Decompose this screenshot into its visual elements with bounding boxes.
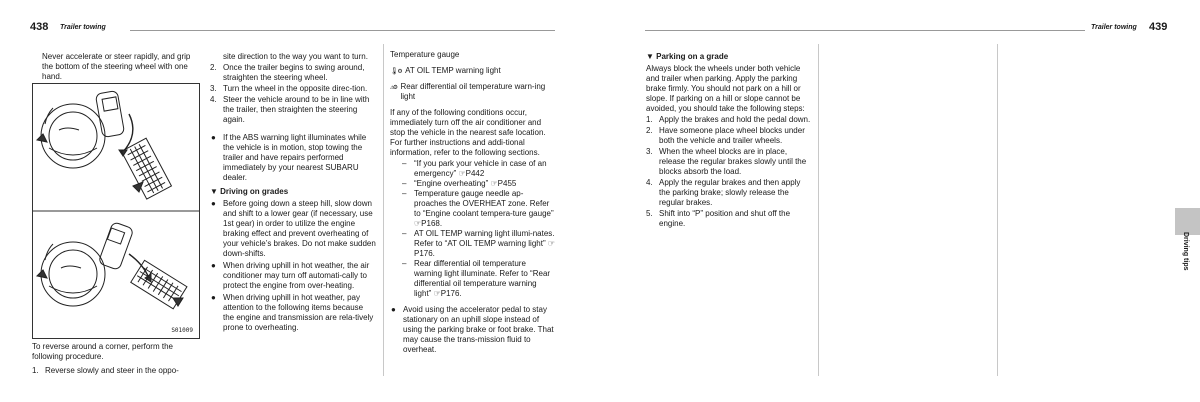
gauge-item-text: AT OIL TEMP warning light: [405, 66, 501, 75]
at-oil-temp-item: [390, 66, 556, 76]
driving-on-grades-heading: ▼ Driving on grades: [210, 187, 289, 196]
step-number: 5.: [646, 209, 653, 218]
dash-text: Temperature gauge needle ap-proaches the OVERHEAT zone. Refer to “Engine coolant tempera-ture gauge” ☞P168.: [414, 189, 554, 228]
dash-text: Rear differential oil temperature warning light illuminate. Refer to “Rear differential oil temperature warning light” ☞P176.: [414, 259, 551, 298]
dash-text: “Engine overheating” ☞P455: [414, 179, 517, 188]
reverse-step-4: [210, 95, 376, 125]
step-text: Steer the vehicle around to be in line with the trailer, then straighten the steering again.: [223, 95, 370, 124]
right-col-1: [646, 52, 812, 229]
step-1-continued: site direction to the way you want to turn.: [223, 52, 368, 61]
dash-item-2: – “Engine overheating” ☞P455: [402, 179, 517, 188]
step-text: Apply the brakes and hold the pedal down.: [659, 115, 811, 124]
dash-text: “If you park your vehicle in case of an emergency” ☞P442: [414, 159, 547, 178]
step-text: Turn the wheel in the opposite direc-tion.: [223, 84, 368, 93]
step-number: 1.: [646, 115, 653, 124]
step-number: 3.: [646, 147, 653, 156]
reverse-step-2: [210, 63, 376, 83]
abs-bullet: [210, 133, 376, 183]
dash-item-5: – Rear differential oil temperature warning light illuminate. Refer to “Rear differential oil temperature warning light” ☞P176.: [402, 259, 551, 298]
reverse-step-1: [32, 366, 198, 376]
column-divider: [818, 44, 819, 376]
left-col-1: [42, 52, 198, 82]
parking-step-5: [646, 209, 812, 229]
step-number: 4.: [210, 95, 217, 104]
step-number: 2.: [646, 126, 653, 135]
temperature-gauge-title: Temperature gauge: [390, 50, 460, 59]
dash-item-3: – Temperature gauge needle ap-proaches the OVERHEAT zone. Refer to “Engine coolant tempera-ture gauge” ☞P168.: [402, 189, 554, 228]
intro-paragraph: Never accelerate or steer rapidly, and grip the bottom of the steering wheel with one hand.: [42, 52, 191, 81]
section-side-tab: [1175, 208, 1200, 235]
parking-intro: Always block the wheels under both vehicle and trailer when parking. Apply the parking brake firmly. You should not park on a hill or slope. If parking on a hill or slope cannot be avoided, you should take the following steps:: [646, 64, 805, 113]
at-oil-temp-icon: 🌡⚙: [390, 67, 402, 75]
bullet-text: If the ABS warning light illuminates while the vehicle is in motion, stop towing the trailer and have repairs performed immediately by your nearest SUBARU dealer.: [223, 133, 367, 182]
rear-differential-temp-icon: ⚠⚙: [390, 83, 397, 91]
column-divider: [997, 44, 998, 376]
bullet-dot: ●: [211, 293, 216, 302]
left-page-number: 438: [30, 21, 49, 33]
bullet-text: Avoid using the accelerator pedal to stay stationary on an uphill slope instead of using the parking brake or foot brake. That may cause the trans-mission fluid to overheat.: [403, 305, 554, 354]
step-number: 4.: [646, 178, 653, 187]
parking-step-3: [646, 147, 812, 177]
step-text: Reverse slowly and steer in the oppo-: [45, 366, 179, 375]
conditions-paragraph: If any of the following conditions occur, immediately turn off the air conditioner and stop the vehicle in the nearest safe location. For further instructions and addi-tional information, refer to the following sections.: [390, 108, 546, 157]
left-running-title: Trailer towing: [60, 24, 106, 31]
right-page-number: 439: [1149, 21, 1168, 33]
bullet-dot: ●: [211, 261, 216, 270]
steering-illustration: [32, 83, 200, 339]
right-header-rule: [645, 30, 1085, 31]
parking-on-grade-heading: ▼ Parking on a grade: [646, 52, 729, 61]
dash-item-4: – AT OIL TEMP warning light illumi-nates. Refer to “AT OIL TEMP warning light” ☞P176.: [402, 229, 555, 258]
figure-code: S01009: [171, 327, 193, 334]
dash-text: AT OIL TEMP warning light illumi-nates. Refer to “AT OIL TEMP warning light” ☞P176.: [414, 229, 555, 258]
left-col-1-bottom: [32, 342, 198, 376]
reverse-intro: To reverse around a corner, perform the following procedure.: [32, 342, 173, 361]
step-text: Once the trailer begins to swing around, straighten the steering wheel.: [223, 63, 365, 82]
left-header-rule: [130, 30, 555, 31]
parking-step-4: [646, 178, 812, 208]
grades-bullet-3: [210, 293, 376, 333]
accelerator-bullet: [390, 305, 556, 355]
grades-bullet-1: [210, 199, 376, 259]
bullet-dot: ●: [391, 305, 396, 314]
rear-diff-temp-item: [390, 82, 556, 102]
gauge-item-text: Rear differential oil temperature warn-ing light: [400, 82, 546, 101]
grades-bullet-2: [210, 261, 376, 291]
dash-item-1: – “If you park your vehicle in case of an emergency” ☞P442: [402, 159, 547, 178]
column-divider: [383, 44, 384, 376]
bullet-dot: ●: [211, 199, 216, 208]
bullet-text: Before going down a steep hill, slow down and shift to a lower gear (if necessary, use 1st gear) in order to utilize the engine braking effect and prevent overheating of your vehicle’s brakes. Do not make sudden down-shifts.: [223, 199, 376, 258]
bullet-text: When driving uphill in hot weather, the air conditioner may turn off automati-cally to protect the engine from over-heating.: [223, 261, 370, 290]
section-side-label: Driving tips: [1182, 232, 1189, 271]
step-number: 1.: [32, 366, 39, 375]
reverse-step-3: [210, 84, 376, 94]
step-number: 2.: [210, 63, 217, 72]
bullet-text: When driving uphill in hot weather, pay attention to the following items because the engine and transmission are rela-tively prone to overheating.: [223, 293, 374, 332]
step-text: Apply the regular brakes and then apply the parking brake; slowly release the regular brakes.: [659, 178, 801, 207]
left-col-3: [390, 50, 556, 355]
step-text: Have someone place wheel blocks under both the vehicle and trailer wheels.: [659, 126, 805, 145]
step-text: When the wheel blocks are in place, release the regular brakes slowly until the blocks absorb the load.: [659, 147, 807, 176]
steering-diagram: [33, 84, 199, 338]
parking-step-1: [646, 115, 812, 125]
step-number: 3.: [210, 84, 217, 93]
right-running-title: Trailer towing: [1091, 24, 1137, 31]
bullet-dot: ●: [211, 133, 216, 142]
parking-step-2: [646, 126, 812, 146]
left-col-2: [210, 52, 376, 333]
step-text: Shift into “P” position and shut off the engine.: [659, 209, 791, 228]
